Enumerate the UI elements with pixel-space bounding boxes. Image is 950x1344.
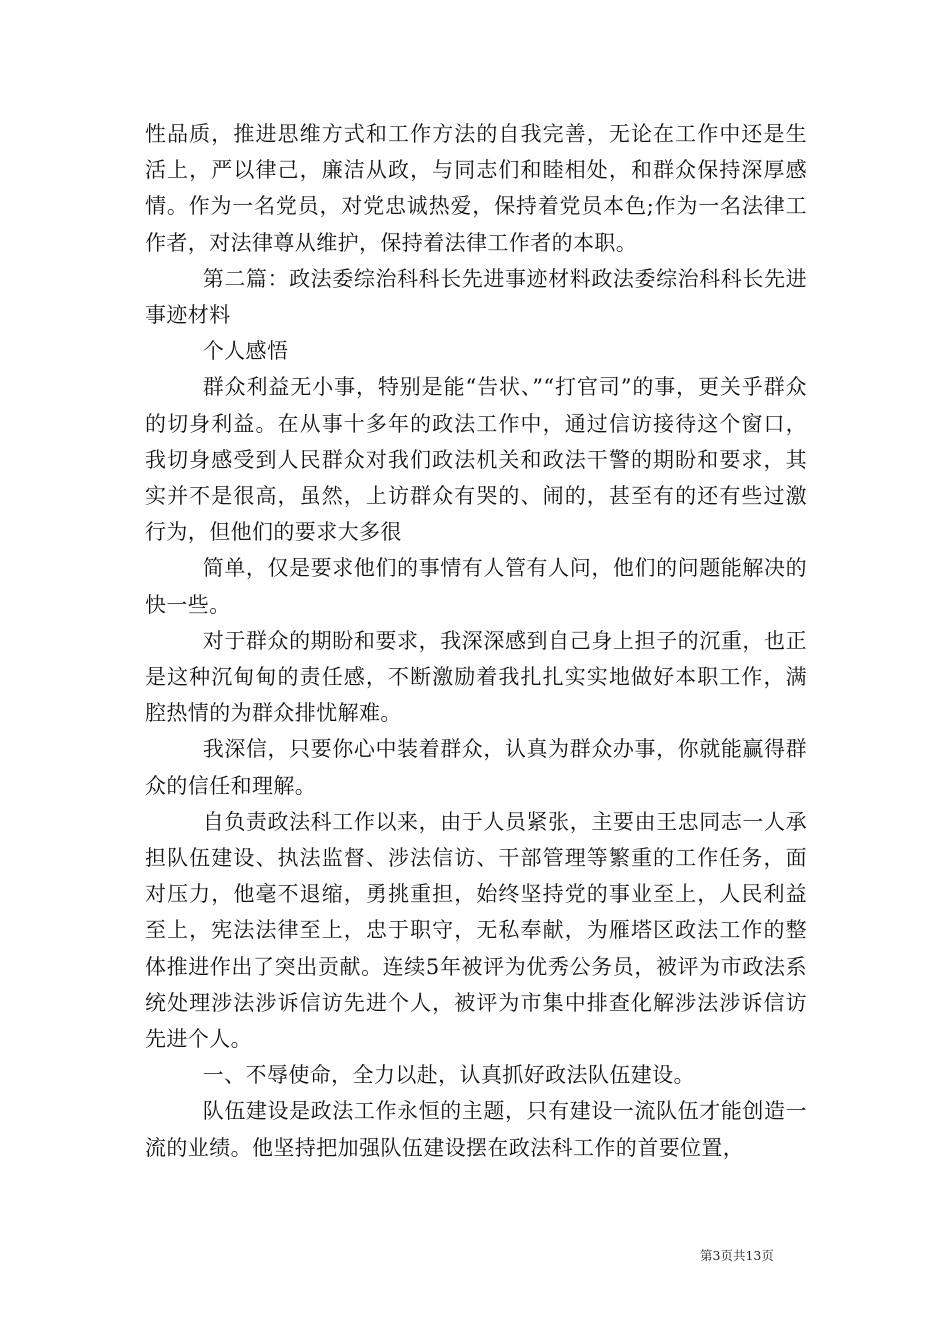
page-number: 第3页共13页 (700, 1248, 774, 1263)
document-body (145, 116, 807, 1166)
paragraph: 自负责政法科工作以来，由于人员紧张，主要由王忠同志一人承担队伍建设、执法监督、涉法信访、干部管理等繁重的工作任务，面对压力，他毫不退缩，勇挑重担，始终坚持党的事业至上，人民利益至上，宪法法律至上，忠于职守，无私奉献，为雁塔区政法工作的整体推进作出了突出贡献。连续5年被评为优秀公务员，被评为市政法系统处理涉法涉诉信访先进个人，被评为市集中排查化解涉法涉诉信访先进个人。 (145, 809, 807, 1052)
paragraph: 性品质，推进思维方式和工作方法的自我完善，无论在工作中还是生活上，严以律己，廉洁从政，与同志们和睦相处，和群众保持深厚感情。作为一名党员，对党忠诚热爱，保持着党员本色;作为一名法律工作者，对法律尊从维护，保持着法律工作者的本职。 (145, 122, 807, 255)
paragraph: 简单，仅是要求他们的事情有人管有人问，他们的问题能解决的快一些。 (145, 556, 807, 617)
section-heading: 第二篇：政法委综治科科长先进事迹材料政法委综治科科长先进事迹材料 (145, 266, 807, 328)
paragraph: 对于群众的期盼和要求，我深深感到自己身上担子的沉重，也正是这种沉甸甸的责任感，不断激励着我扎扎实实地做好本职工作，满腔热情的为群众排忧解难。 (145, 628, 807, 726)
section-heading: 一、不辱使命，全力以赴，认真抓好政法队伍建设。 (202, 1063, 695, 1088)
subsection-heading: 个人感悟 (202, 339, 289, 364)
paragraph: 群众利益无小事，特别是能“告状、”“打官司”的事，更关乎群众的切身利益。在从事十多年的政法工作中，通过信访接待这个窗口，我切身感受到人民群众对我们政法机关和政法干警的期盼和要求，其实并不是很高，虽然，上访群众有哭的、闹的，甚至有的还有些过激行为，但他们的要求大多很 (145, 375, 807, 545)
paragraph: 我深信，只要你心中装着群众，认真为群众办事，你就能赢得群众的信任和理解。 (145, 737, 807, 798)
paragraph: 队伍建设是政法工作永恒的主题，只有建设一流队伍才能创造一流的业绩。他坚持把加强队伍建设摆在政法科工作的首要位置， (145, 1099, 807, 1160)
